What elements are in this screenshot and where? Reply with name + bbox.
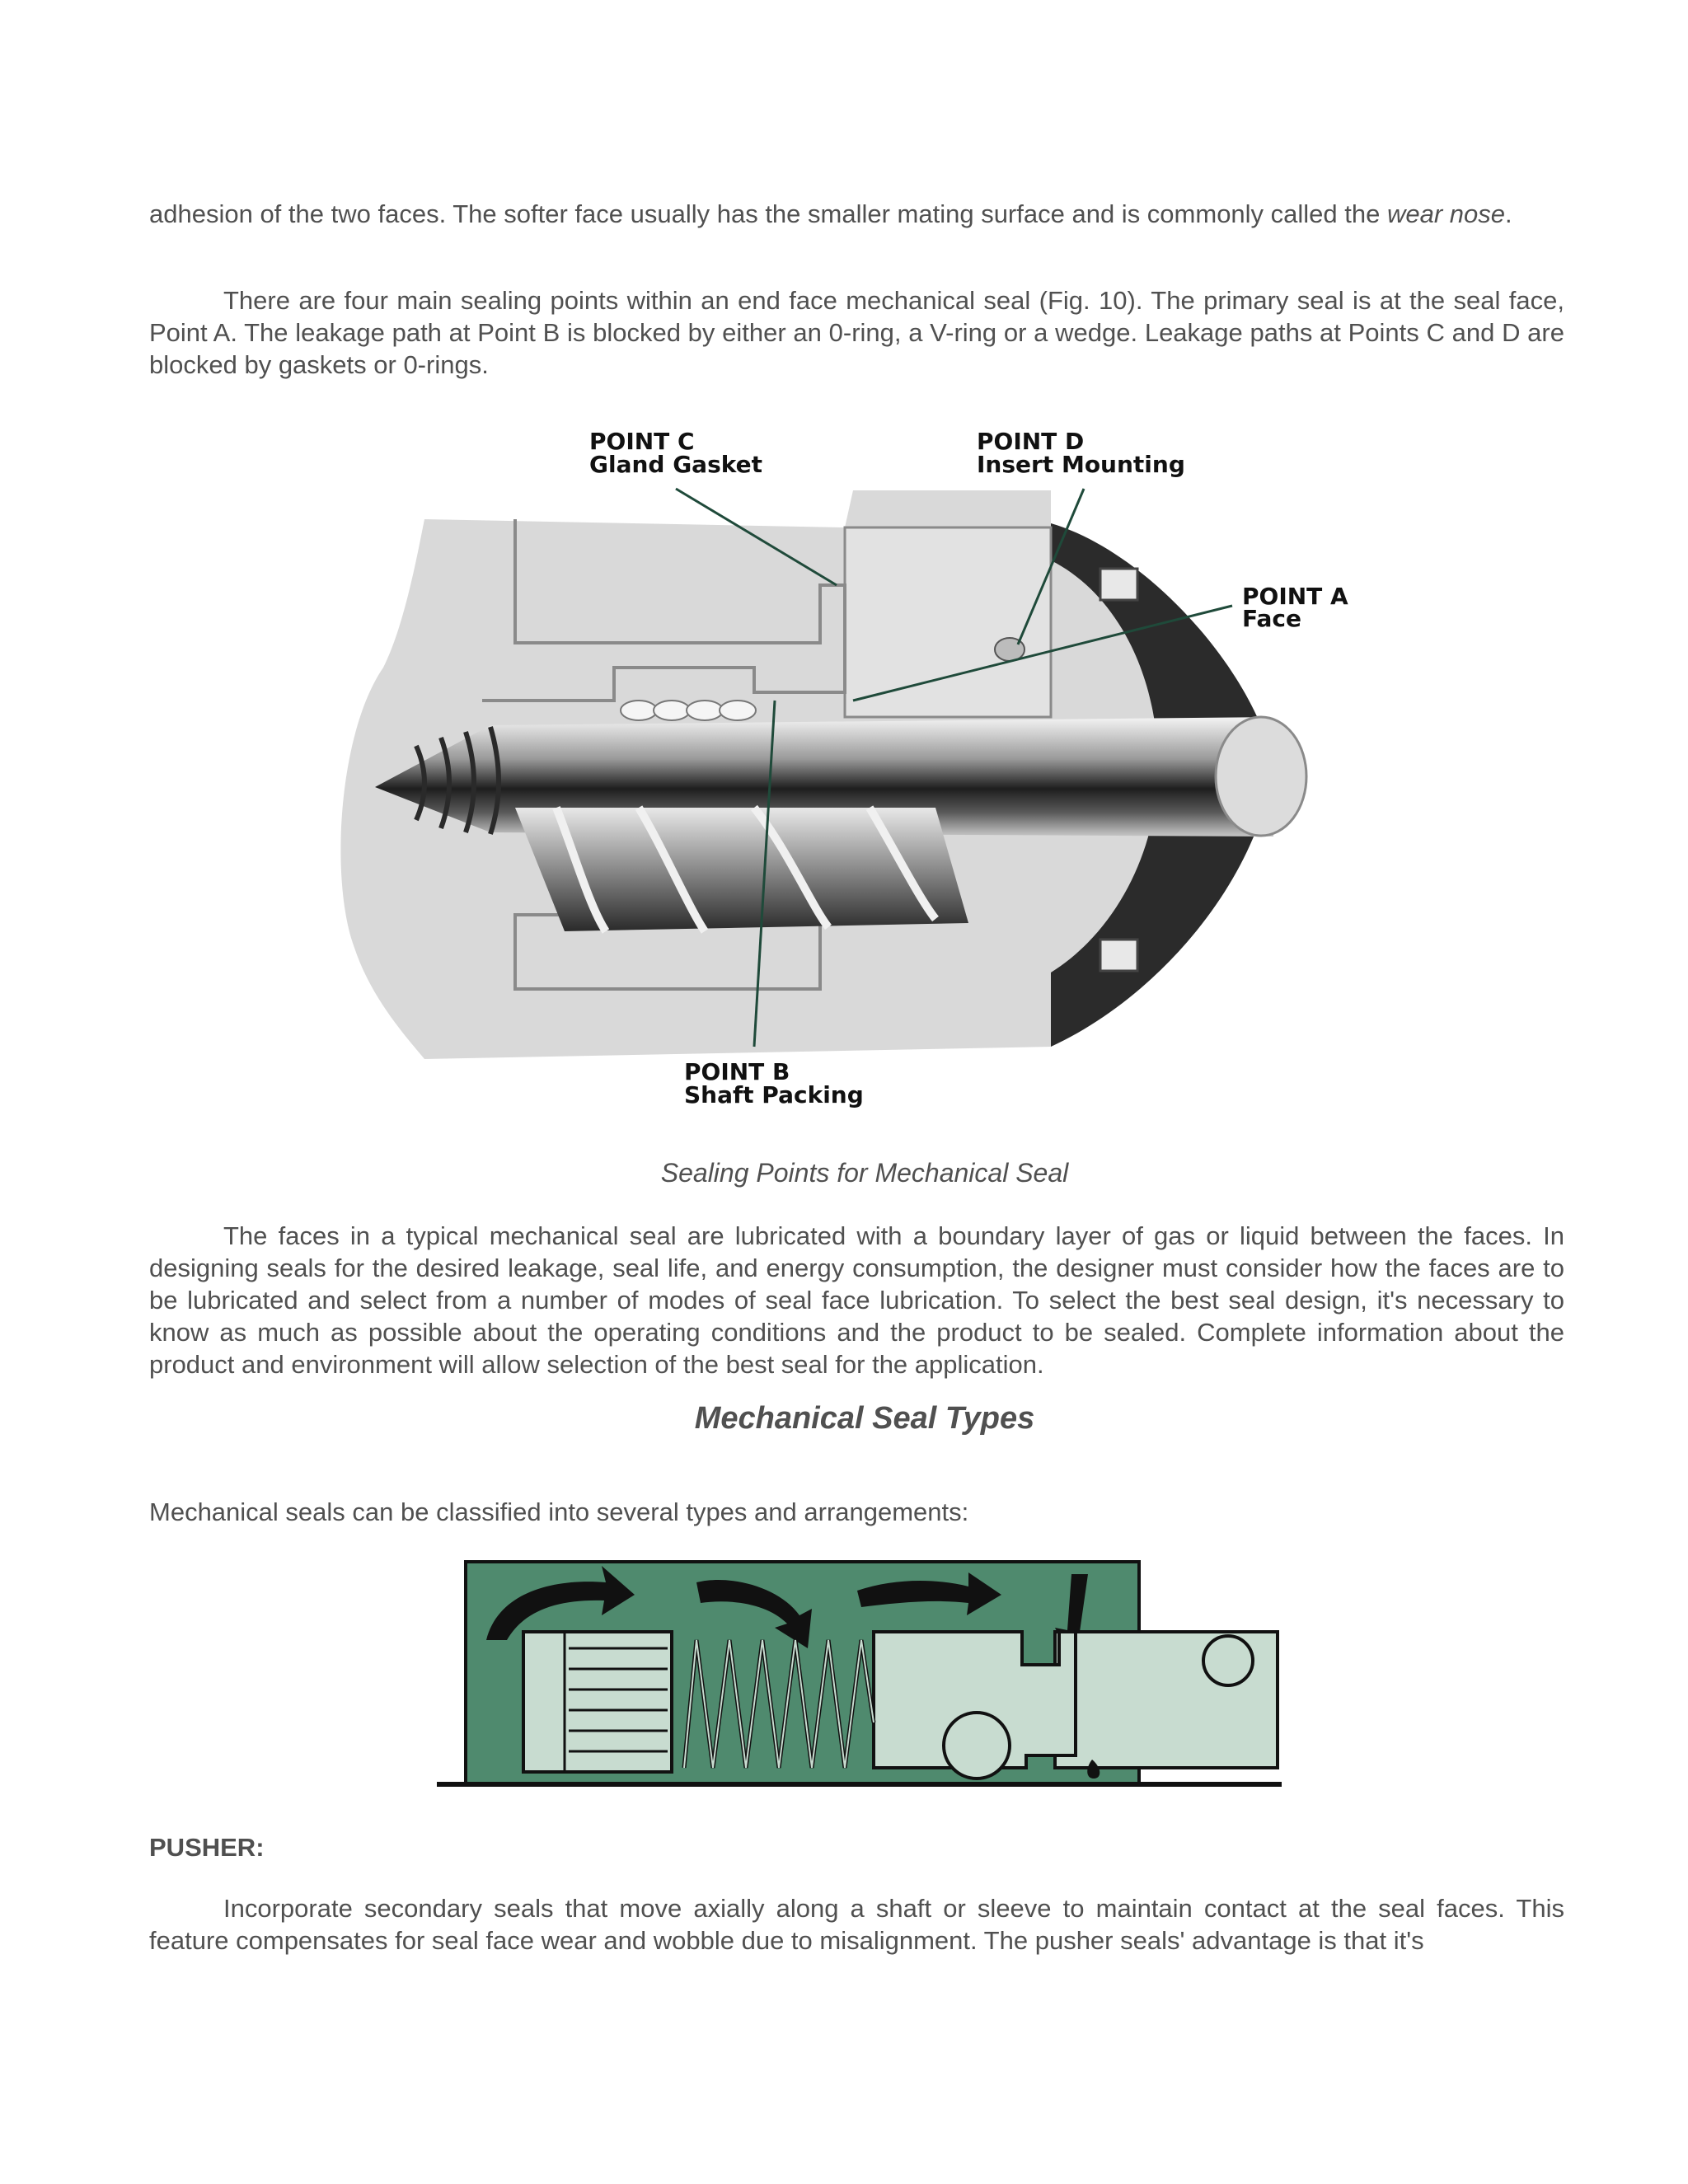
intro-text: adhesion of the two faces. The softer face usually has the smaller mating surface and is commonly called the [149,199,1387,228]
types-intro: Mechanical seals can be classified into several types and arrangements: [149,1497,969,1526]
seal-housing-drawing [340,490,1306,1059]
intro-text-end: . [1505,199,1512,228]
lubrication-paragraph: The faces in a typical mechanical seal are lubricated with a boundary layer of gas or liquid between the faces. In designing seals for the desired leakage, seal life, and energy consumption, the designer must consider how the faces are to be lubricated and select from a number of modes of seal face lubrication. To select the best seal design, it's necessary to know as much as possible about the operating conditions and the product to be sealed. Complete information about the product and environment will allow selection of the best seal for the application. [149,1221,1564,1379]
sealing-points-paragraph: There are four main sealing points within an end face mechanical seal (Fig. 10). The primary seal is at the seal face, Point A. The leakage path at Point B is blocked by either an 0-ring, a V-ring or a wedge. Leakage paths at Points C and D are blocked by gaskets or 0-rings. [149,286,1564,379]
pusher-label: PUSHER: [149,1833,265,1862]
point-a-title: POINT A [1242,583,1348,610]
sealing-points-figure [326,420,1401,1117]
wear-nose-term: wear nose [1387,199,1506,228]
intro-paragraph [149,198,1564,230]
point-d-title: POINT D [977,428,1085,455]
point-b-title: POINT B [684,1058,790,1085]
point-c-sub: Gland Gasket [589,451,762,478]
point-b-sub: Shaft Packing [684,1081,864,1108]
point-a-sub: Face [1242,605,1301,632]
pusher-paragraph: Incorporate secondary seals that move axially along a shaft or sleeve to maintain contact at the seal faces. This feature compensates for seal face wear and wobble due to misalignment. The pusher seals' advantage is that it's [149,1894,1564,1955]
figure-caption: Sealing Points for Mechanical Seal [660,1158,1069,1188]
pusher-seal-figure [433,1558,1282,1788]
point-d-sub: Insert Mounting [977,451,1185,478]
section-heading: Mechanical Seal Types [694,1401,1035,1436]
point-c-title: POINT C [589,428,695,455]
